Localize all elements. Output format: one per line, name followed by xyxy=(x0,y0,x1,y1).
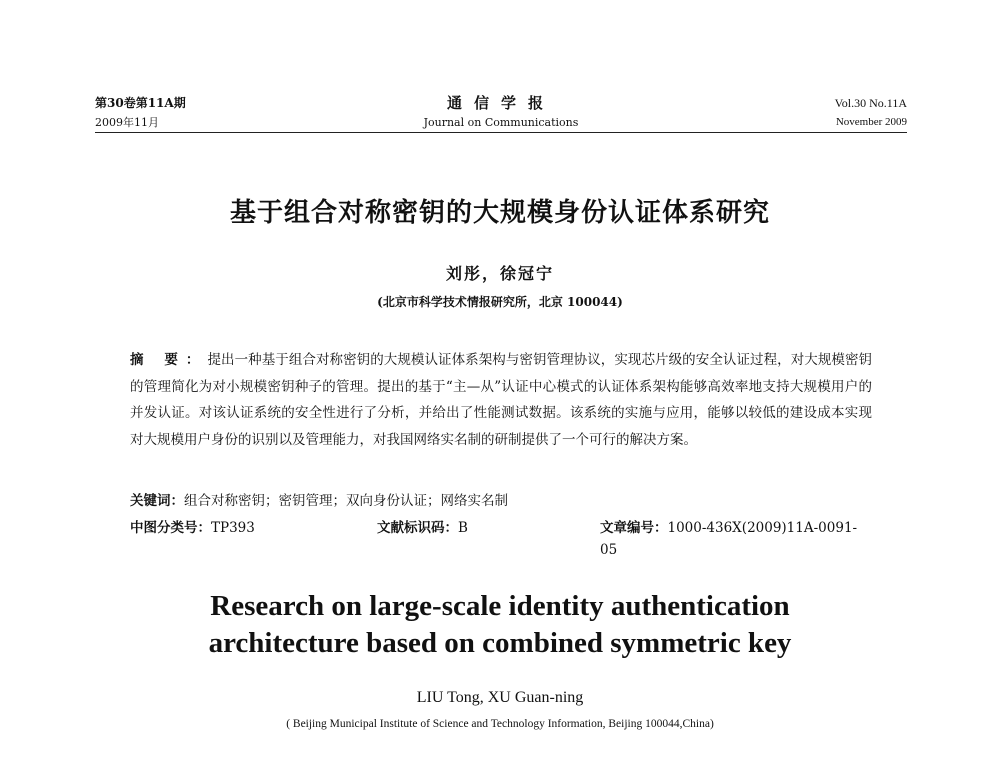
article-no-label: 文章编号： xyxy=(600,520,668,536)
doc-code-value: B xyxy=(458,520,468,536)
affiliation-en: ( Beijing Municipal Institute of Science and Technology Information, Beijing 100044,China) xyxy=(286,718,714,730)
doc-code-label: 文献标识码： xyxy=(377,520,458,536)
title-en-line-2: architecture based on combined symmetric key xyxy=(208,627,792,659)
abstract-cn xyxy=(130,347,872,453)
affiliation-cn: (北京市科学技术情报研究所，北京 100044) xyxy=(377,295,623,309)
journal-name-en: Journal on Communications xyxy=(423,116,579,129)
clc-label: 中图分类号： xyxy=(130,520,211,536)
article-no-value: 1000-436X(2009)11A-0091-05 xyxy=(600,520,858,558)
date-cn: 2009年11月 xyxy=(95,116,159,129)
date-en: November 2009 xyxy=(835,116,907,128)
title-en-line-1: Research on large-scale identity authentication xyxy=(210,590,790,622)
clc-number xyxy=(130,517,255,539)
volume-issue-cn: 第30卷第11A期 xyxy=(95,96,186,110)
authors-cn: 刘彤，徐冠宁 xyxy=(445,264,554,283)
clc-value: TP393 xyxy=(211,520,255,536)
journal-name xyxy=(95,94,907,132)
article-number xyxy=(600,517,872,561)
keywords-text: 组合对称密钥；密钥管理；双向身份认证；网络实名制 xyxy=(184,493,508,509)
abstract-text: 提出一种基于组合对称密钥的大规模认证体系架构与密钥管理协议，实现芯片级的安全认证过程，对大规模密钥的管理简化为对小规模密钥种子的管理。提出的基于“主—从”认证中心模式的认证体系架构能够高效率地支持大规模用户的并发认证。对该认证系统的安全性进行了分析，并给出了性能测试数据。该系统的实施与应用，能够以较低的建设成本实现对大规模用户身份的识别以及管理能力，对我国网络实名制的研制提供了一个可行的解决方案。 xyxy=(130,352,873,448)
volume-issue-en: Vol.30 No.11A xyxy=(834,96,907,110)
keywords-label: 关键词： xyxy=(130,493,184,509)
journal-name-cn: 通信学报 xyxy=(446,94,555,112)
paper-title-en xyxy=(0,588,1000,662)
journal-header xyxy=(95,92,907,133)
keywords-cn xyxy=(130,490,872,512)
authors-en: LIU Tong, XU Guan-ning xyxy=(416,689,584,706)
paper-title-cn: 基于组合对称密钥的大规模身份认证体系研究 xyxy=(229,198,770,228)
issue-info-en xyxy=(835,94,907,132)
document-code xyxy=(377,517,468,539)
classification-row xyxy=(130,517,872,558)
abstract-label: 摘 要： xyxy=(130,352,208,368)
